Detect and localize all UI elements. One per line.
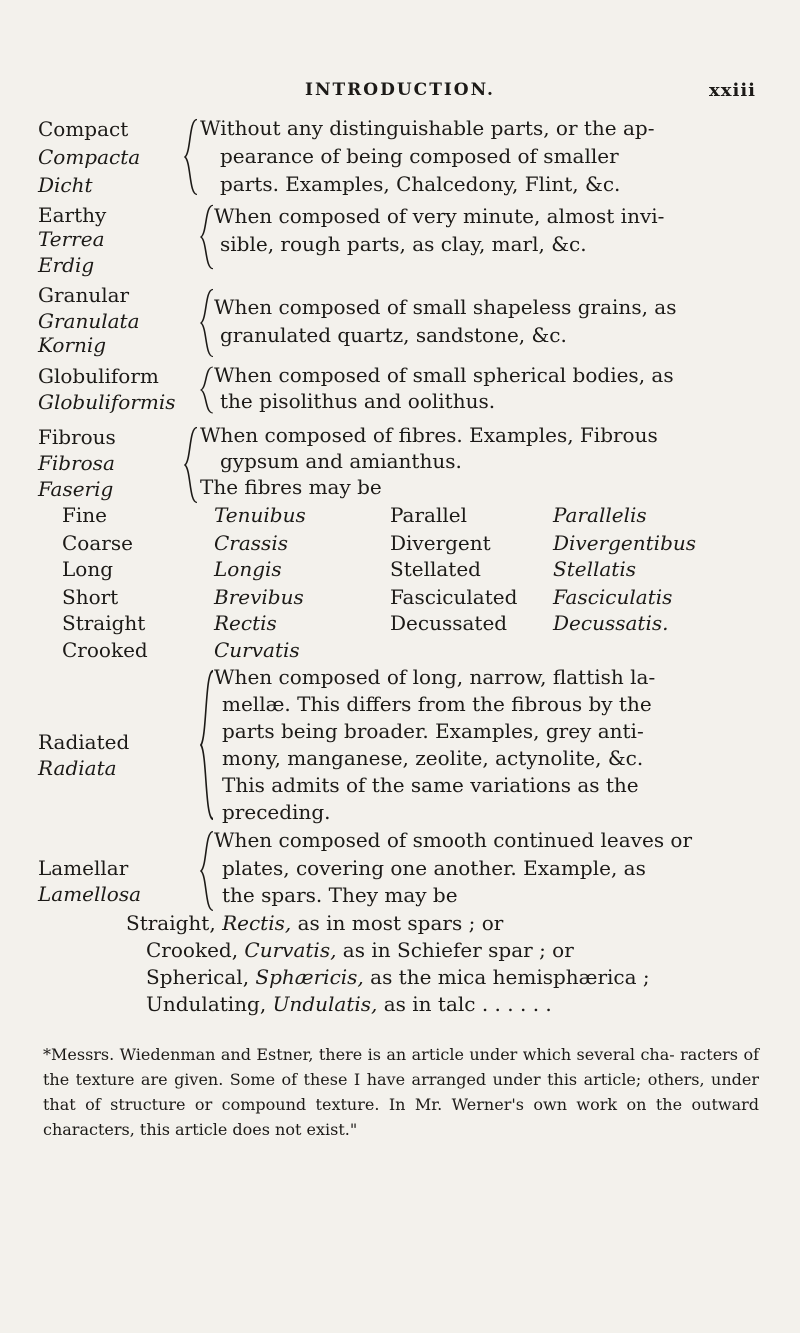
term-latin: Granulata: [38, 309, 140, 333]
term-english: Granular: [38, 283, 130, 307]
term-latin: Terrea: [38, 227, 105, 251]
definition-line: gypsum and amianthus.: [220, 449, 462, 473]
definition-line: mony, manganese, zeolite, actynolite, &c.: [222, 746, 644, 770]
definition-line: This admits of the same variations as the: [222, 773, 639, 797]
term-latin: Lamellosa: [38, 882, 142, 906]
footnote: *Messrs. Wiedenman and Estner, there is an article under which several cha- racters of the texture are given. Some of these I have arranged under this article; others, under that of structure or compound texture. In Mr. Werner's own work on the outward characters, this article does not exist.": [43, 1045, 759, 1139]
definition-line: When composed of smooth continued leaves or: [214, 828, 693, 852]
table-cell: Coarse: [62, 531, 133, 555]
definition-line: pearance of being composed of smaller: [220, 144, 619, 168]
term-english: Compact: [38, 117, 129, 141]
table-cell: Crooked: [62, 638, 148, 662]
definition-line: When composed of small spherical bodies, as: [214, 363, 674, 387]
curly-brace-icon: [200, 288, 214, 358]
running-header: INTRODUCTION.: [305, 80, 495, 100]
definition-line: the spars. They may be: [222, 883, 458, 907]
definition-line: The fibres may be: [200, 475, 382, 499]
definition-line: plates, covering one another. Example, as: [222, 856, 646, 880]
table-cell: Parallel: [390, 503, 467, 527]
term-latin: Compacta: [38, 145, 141, 169]
definition-line: granulated quartz, sandstone, &c.: [220, 323, 567, 347]
lamellar-variety: Spherical, Sphæricis, as the mica hemisphærica ;: [146, 965, 650, 989]
definition-line: mellæ. This differs from the fibrous by the: [222, 692, 652, 716]
table-cell: Parallelis: [553, 503, 647, 527]
table-cell: Divergent: [390, 531, 491, 555]
definition-line: preceding.: [222, 800, 331, 824]
term-german: Kornig: [38, 333, 107, 357]
term-german: Dicht: [38, 173, 93, 197]
table-cell: Short: [62, 585, 119, 609]
term-latin: Globuliformis: [38, 390, 176, 414]
term-english: Earthy: [38, 203, 107, 227]
curly-brace-icon: [200, 366, 214, 414]
curly-brace-icon: [184, 118, 198, 196]
definition-line: Without any distinguishable parts, or the ap-: [200, 116, 655, 140]
definition-line: When composed of fibres. Examples, Fibrous: [200, 423, 658, 447]
term-english: Globuliform: [38, 364, 159, 388]
table-cell: Curvatis: [214, 638, 300, 662]
curly-brace-icon: [200, 204, 214, 270]
table-cell: Stellatis: [553, 557, 636, 581]
table-cell: Long: [62, 557, 114, 581]
table-cell: Longis: [214, 557, 282, 581]
definition-line: When composed of very minute, almost invi-: [214, 204, 665, 228]
term-german: Erdig: [38, 253, 95, 277]
curly-brace-icon: [200, 830, 214, 912]
table-cell: Decussatis.: [553, 611, 669, 635]
term-english: Lamellar: [38, 856, 129, 880]
curly-brace-icon: [200, 668, 214, 822]
definition-line: the pisolithus and oolithus.: [220, 389, 496, 413]
definition-line: When composed of small shapeless grains, as: [214, 295, 677, 319]
table-cell: Fasciculatis: [553, 585, 673, 609]
table-cell: Fasciculated: [390, 585, 518, 609]
table-cell: Stellated: [390, 557, 481, 581]
table-cell: Rectis: [214, 611, 277, 635]
page-number: xxiii: [709, 80, 756, 101]
term-english: Radiated: [38, 730, 130, 754]
term-german: Faserig: [38, 477, 114, 501]
term-latin: Fibrosa: [38, 451, 115, 475]
table-cell: Brevibus: [214, 585, 304, 609]
definition-line: When composed of long, narrow, flattish la-: [214, 665, 656, 689]
definition-line: parts. Examples, Chalcedony, Flint, &c.: [220, 172, 621, 196]
curly-brace-icon: [184, 426, 198, 504]
table-cell: Crassis: [214, 531, 288, 555]
term-english: Fibrous: [38, 425, 116, 449]
definition-line: sible, rough parts, as clay, marl, &c.: [220, 232, 587, 256]
table-cell: Straight: [62, 611, 146, 635]
table-cell: Decussated: [390, 611, 508, 635]
lamellar-variety: Undulating, Undulatis, as in talc . . . . . .: [146, 992, 552, 1016]
lamellar-variety: Straight, Rectis, as in most spars ; or: [126, 911, 504, 935]
term-latin: Radiata: [38, 756, 117, 780]
table-cell: Divergentibus: [553, 531, 697, 555]
lamellar-variety: Crooked, Curvatis, as in Schiefer spar ; or: [146, 938, 574, 962]
definition-line: parts being broader. Examples, grey anti-: [222, 719, 644, 743]
table-cell: Fine: [62, 503, 107, 527]
table-cell: Tenuibus: [214, 503, 306, 527]
